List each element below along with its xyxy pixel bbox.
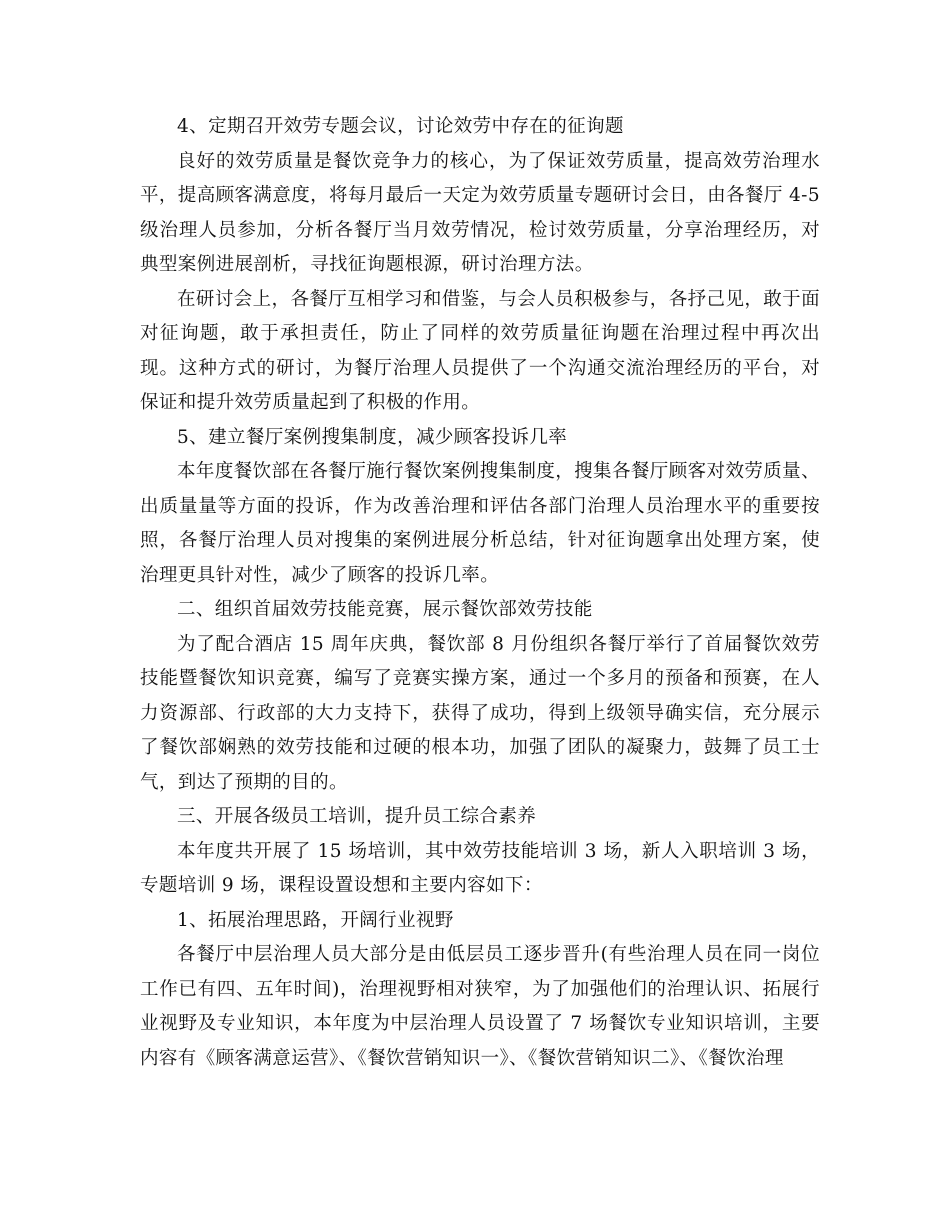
paragraph-management-training: 各餐厅中层治理人员大部分是由低层员工逐步晋升(有些治理人员在同一岗位工作已有四、五年时间)，治理视野相对狭窄，为了加强他们的治理认识、拓展行业视野及专业知识，本年度为中层治理人员设置了 7 场餐饮专业知识培训，主要内容有《顾客满意运营》、《餐饮营销知识一》、《餐饮营销知识二》、《餐饮治理	[140, 944, 820, 1069]
paragraph-case-collection: 本年度餐饮部在各餐厅施行餐饮案例搜集制度，搜集各餐厅顾客对效劳质量、出质量量等方面的投诉，作为改善治理和评估各部门治理人员治理水平的重要按照，各餐厅治理人员对搜集的案例进展分析总结，针对征询题拿出处理方案，使治理更具针对性，减少了顾客的投诉几率。	[140, 461, 820, 586]
heading-skills-contest: 二、组织首届效劳技能竞赛，展示餐饮部效劳技能	[177, 599, 593, 620]
paragraph-service-quality: 良好的效劳质量是餐饮竞争力的核心，为了保证效劳质量，提高效劳治理水平，提高顾客满意度，将每月最后一天定为效劳质量专题研讨会日，由各餐厅 4-5 级治理人员参加，分析各餐厅当月效劳情况，检讨效劳质量，分享治理经历，对典型案例进展剖析，寻找征询题根源，研讨治理方法。	[140, 150, 820, 275]
paragraph-skills-contest: 为了配合酒店 15 周年庆典，餐饮部 8 月份组织各餐厅举行了首届餐饮效劳技能暨餐饮知识竞赛，编写了竞赛实操方案，通过一个多月的预备和预赛，在人力资源部、行政部的大力支持下，获得了成功，得到上级领导确实信，充分展示了餐饮部娴熟的效劳技能和过硬的根本功，加强了团队的凝聚力，鼓舞了员工士气，到达了预期的目的。	[140, 633, 820, 793]
paragraph-seminar: 在研讨会上，各餐厅互相学习和借鉴，与会人员积极参与，各抒己见，敢于面对征询题，敢于承担责任，防止了同样的效劳质量征询题在治理过程中再次出现。这种方式的研讨，为餐厅治理人员提供了一个沟通交流治理经历的平台，对保证和提升效劳质量起到了积极的作用。	[140, 288, 820, 413]
heading-management-vision: 1、拓展治理思路，开阔行业视野	[177, 909, 454, 931]
heading-service-meeting: 4、定期召开效劳专题会议，讨论效劳中存在的征询题	[177, 116, 624, 137]
heading-case-collection: 5、建立餐厅案例搜集制度，减少顾客投诉几率	[177, 426, 568, 448]
paragraph-training-overview: 本年度共开展了 15 场培训，其中效劳技能培训 3 场，新人入职培训 3 场，专题培训 9 场，课程设置设想和主要内容如下：	[140, 840, 820, 896]
document-body	[140, 110, 820, 1076]
heading-staff-training: 三、开展各级员工培训，提升员工综合素养	[177, 806, 537, 827]
